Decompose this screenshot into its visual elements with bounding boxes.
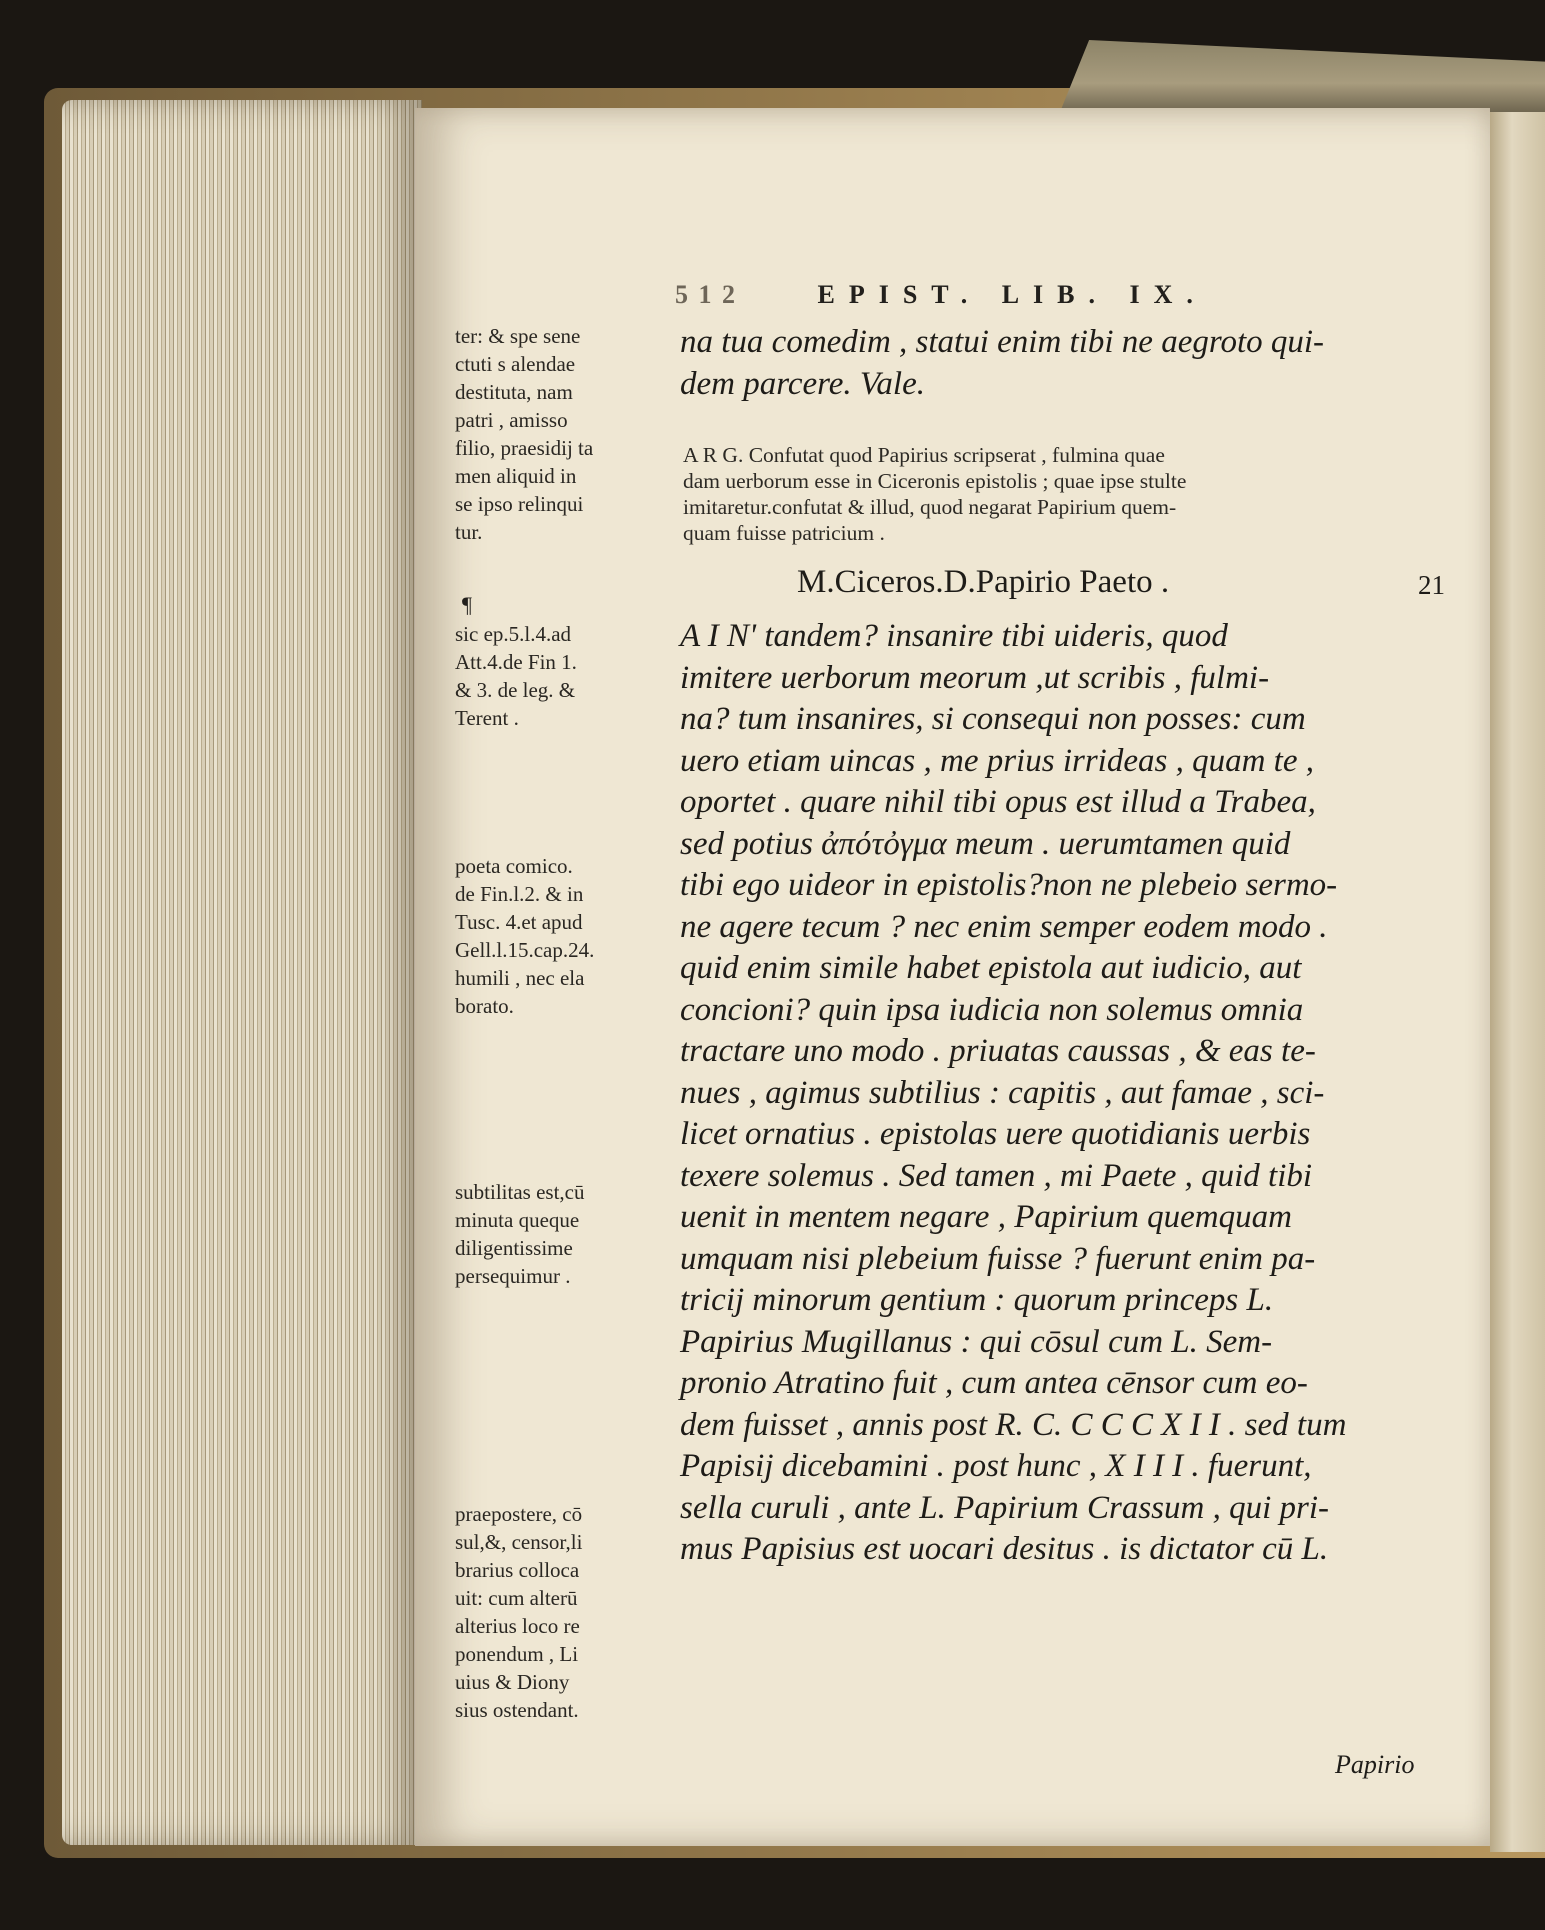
- text-line: tricij minorum gentium : quorum princeps L.: [680, 1282, 1274, 1318]
- text-line: dem parcere. Vale.: [680, 365, 925, 402]
- argument-line: imitaretur.confutat & illud, quod negarat Papirium quem-: [683, 495, 1177, 519]
- text-line: sella curuli , ante L. Papirium Crassum , qui pri-: [680, 1489, 1330, 1526]
- text-line: concioni? quin ipsa iudicia non solemus omnia: [680, 991, 1304, 1028]
- text-line: ne agere tecum ? nec enim semper eodem modo .: [680, 908, 1328, 945]
- text-line: nues , agimus subtilius : capitis , aut famae , sci-: [680, 1074, 1325, 1111]
- margin-line: tur.: [455, 520, 483, 544]
- margin-line: borato.: [455, 994, 514, 1018]
- page-number: 5 1 2: [675, 280, 737, 309]
- text-line: tractare uno modo . priuatas caussas , & eas te-: [680, 1033, 1316, 1069]
- text-line: oportet . quare nihil tibi opus est illud a Trabea,: [680, 784, 1316, 820]
- top-text: [680, 322, 1460, 405]
- margin-line: ter: & spe sene: [455, 324, 581, 348]
- catchword: Papirio: [1335, 1750, 1415, 1779]
- margin-line: Gell.l.15.cap.24.: [455, 938, 595, 962]
- margin-line: de Fin.l.2. & in: [455, 882, 584, 906]
- margin-line: Terent .: [455, 706, 519, 730]
- text-line: uenit in mentem negare , Papirium quemquam: [680, 1199, 1292, 1235]
- text-line: licet ornatius . epistolas uere quotidianis uerbis: [680, 1116, 1311, 1152]
- text-line: Papirius Mugillanus : qui cōsul cum L. Sem-: [680, 1323, 1273, 1360]
- margin-line: brarius colloca: [455, 1558, 580, 1582]
- margin-line: Tusc. 4.et apud: [455, 910, 583, 934]
- margin-line: sul,&, censor,li: [455, 1530, 583, 1554]
- margin-line: Att.4.de Fin 1.: [455, 650, 577, 674]
- margin-line: & 3. de leg. &: [455, 678, 576, 702]
- text-line: na tua comedim , statui enim tibi ne aegroto qui-: [680, 324, 1325, 360]
- text-line: umquam nisi plebeium fuisse ? fuerunt enim pa-: [680, 1240, 1316, 1277]
- text-line: na? tum insanires, si consequi non posses: cum: [680, 701, 1306, 737]
- page-content: [415, 108, 1490, 1846]
- argument-summary: [683, 442, 1453, 546]
- text-line: mus Papisius est uocari desitus . is dictator cū L.: [680, 1531, 1329, 1567]
- text-line: uero etiam uincas , me prius irrideas , quam te ,: [680, 742, 1314, 779]
- margin-line: sic ep.5.l.4.ad: [455, 622, 572, 646]
- margin-line: alterius loco re: [455, 1614, 580, 1638]
- argument-line: A R G. Confutat quod Papirius scripserat , fulmina quae: [683, 443, 1165, 467]
- margin-line: subtilitas est,cū: [455, 1180, 585, 1204]
- text-line: A I N' tandem? insanire tibi uideris, quod: [680, 618, 1228, 654]
- margin-line: humili , nec ela: [455, 966, 585, 990]
- margin-note-1: [455, 322, 645, 546]
- argument-line: dam uerborum esse in Ciceronis epistolis ; quae ipse stulte: [683, 469, 1187, 493]
- text-line: quid enim simile habet epistola aut iudicio, aut: [680, 950, 1302, 986]
- margin-line: ctuti s alendae: [455, 352, 576, 376]
- margin-line: persequimur .: [455, 1264, 571, 1288]
- paragraph-mark: ¶: [462, 592, 472, 617]
- letter-number: 21: [1418, 570, 1445, 600]
- book-page: [415, 108, 1490, 1846]
- text-line: tibi ego uideor in epistolis?non ne plebeio sermo-: [680, 867, 1338, 903]
- running-title: EPIST. LIB. IX.: [817, 280, 1207, 309]
- text-line: texere solemus . Sed tamen , mi Paete , quid tibi: [680, 1157, 1313, 1194]
- letter-body: [680, 616, 1460, 1571]
- text-line: sed potius ἀπότὀγμα meum . uerumtamen quid: [680, 825, 1291, 862]
- margin-line: destituta, nam: [455, 380, 573, 404]
- margin-line: praepostere, cō: [455, 1502, 583, 1526]
- margin-line: ponendum , Li: [455, 1642, 579, 1666]
- margin-note-4: [455, 1178, 645, 1290]
- margin-line: uit: cum alterū: [455, 1586, 578, 1610]
- margin-note-2: [455, 620, 645, 732]
- margin-line: minuta queque: [455, 1208, 580, 1232]
- margin-note-5: [455, 1500, 645, 1724]
- running-head: [675, 280, 1475, 310]
- text-line: pronio Atratino fuit , cum antea cēnsor cum eo-: [680, 1365, 1308, 1401]
- margin-line: poeta comico.: [455, 854, 573, 878]
- margin-line: patri , amisso: [455, 408, 568, 432]
- margin-line: diligentissime: [455, 1236, 573, 1260]
- argument-line: quam fuisse patricium .: [683, 521, 885, 545]
- bookmark-ribbon: [1060, 40, 1545, 112]
- text-line: dem fuisset , annis post R. C. C C C X I I . sed tum: [680, 1406, 1347, 1443]
- facing-page-edge: [1490, 112, 1545, 1852]
- text-line: imitere uerborum meorum ,ut scribis , fulmi-: [680, 659, 1270, 696]
- margin-line: sius ostendant.: [455, 1698, 579, 1722]
- letter-heading: M.Ciceros.D.Papirio Paeto .: [797, 564, 1170, 600]
- margin-line: se ipso relinqui: [455, 492, 584, 516]
- margin-note-3: [455, 852, 645, 1020]
- margin-line: filio, praesidij ta: [455, 436, 594, 460]
- margin-line: uius & Diony: [455, 1670, 570, 1694]
- text-line: Papisij dicebamini . post hunc , X I I I . fuerunt,: [680, 1448, 1312, 1484]
- page-edges: [62, 100, 422, 1845]
- margin-line: men aliquid in: [455, 464, 577, 488]
